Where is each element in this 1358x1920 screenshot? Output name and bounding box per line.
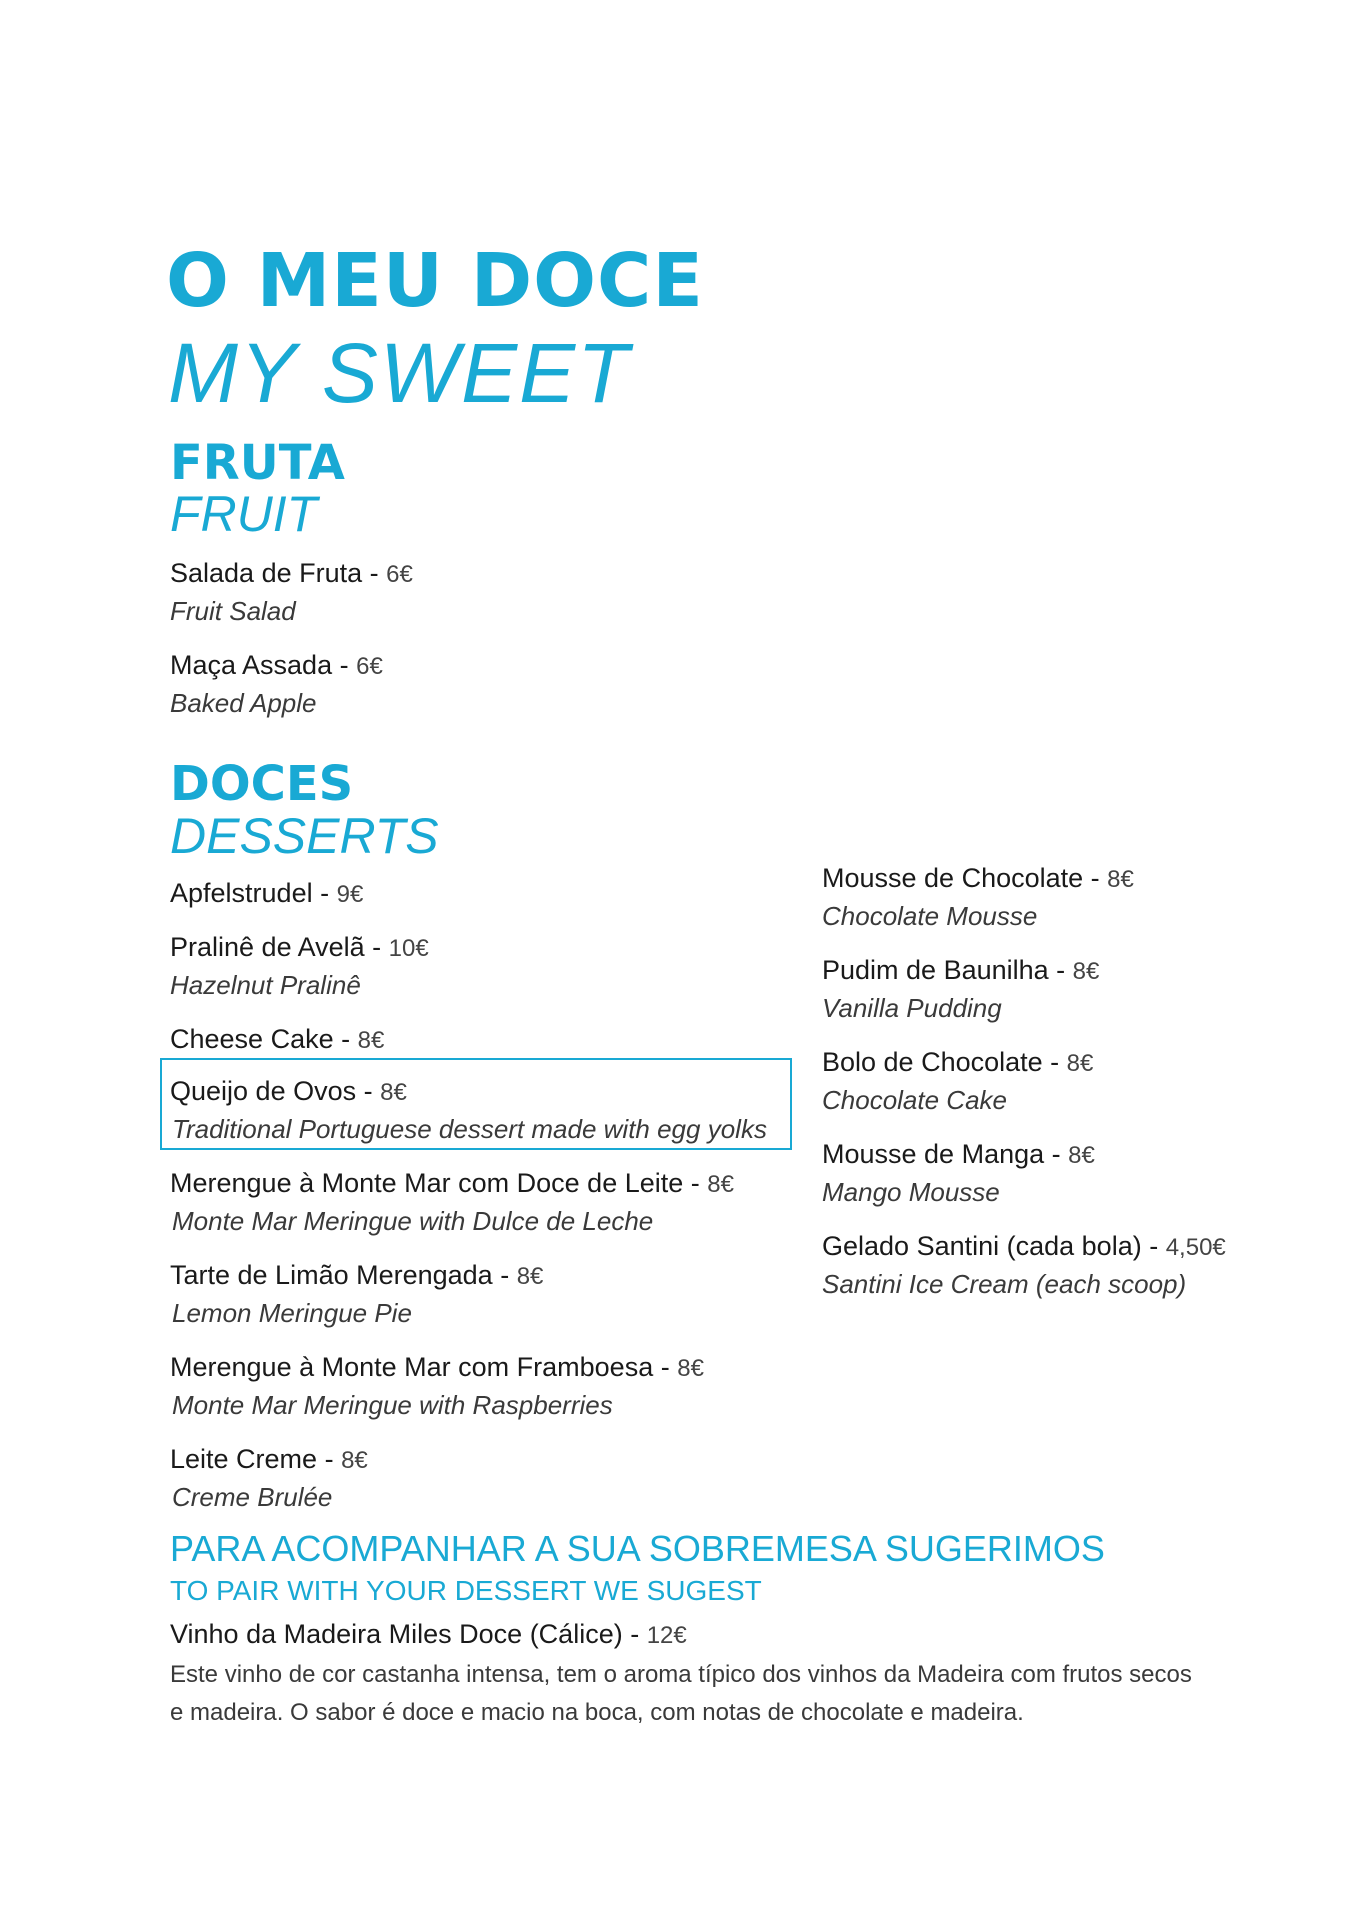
- page-title: O MEU DOCE: [166, 238, 704, 324]
- item-price: 8€: [1068, 1142, 1095, 1169]
- item-translation: Hazelnut Pralinê: [170, 970, 361, 1000]
- item-price: 8€: [1066, 1050, 1094, 1077]
- menu-item-mousse-de-chocolate: Mousse de Chocolate - 8€: [822, 863, 1134, 893]
- item-translation: Fruit Salad: [170, 596, 296, 626]
- item-translation: Lemon Meringue Pie: [172, 1298, 412, 1328]
- menu-item-salada-de-fruta: Salada de Fruta - 6€: [170, 558, 413, 588]
- item-price: 8€: [1107, 866, 1134, 893]
- item-name: Tarte de Limão Merengada: [170, 1260, 493, 1290]
- menu-item-pudim-de-baunilha: Pudim de Baunilha - 8€: [822, 955, 1100, 985]
- item-name: Cheese Cake: [170, 1024, 334, 1054]
- item-name: Queijo de Ovos: [170, 1076, 357, 1106]
- wine-name: Vinho da Madeira Miles Doce (Cálice): [170, 1619, 623, 1649]
- menu-item-merengue-doce-de-leite: Merengue à Monte Mar com Doce de Leite - 8€: [170, 1168, 734, 1198]
- item-name: Apfelstrudel: [170, 878, 313, 908]
- page-subtitle: [168, 325, 631, 421]
- item-name: Merengue à Monte Mar com Doce de Leite: [170, 1168, 684, 1198]
- item-price: 8€: [677, 1355, 704, 1382]
- item-translation: Traditional Portuguese dessert made with egg yolks: [172, 1114, 767, 1144]
- menu-item-leite-creme: Leite Creme - 8€: [170, 1444, 368, 1474]
- item-name: Salada de Fruta: [170, 558, 363, 588]
- menu-item-cheese-cake: Cheese Cake - 8€: [170, 1024, 385, 1054]
- item-name: Bolo de Chocolate: [822, 1047, 1043, 1077]
- menu-item-maca-assada: Maça Assada - 6€: [170, 650, 383, 680]
- item-price: 4,50€: [1165, 1234, 1226, 1261]
- menu-item-tarte-de-limao: Tarte de Limão Merengada - 8€: [170, 1260, 544, 1290]
- pairing-subtitle: TO PAIR WITH YOUR DESSERT WE SUGEST: [170, 1575, 762, 1606]
- fruit-section-title: FRUTA: [170, 435, 345, 491]
- menu-item-gelado-santini: Gelado Santini (cada bola) - 4,50€: [822, 1231, 1226, 1261]
- fruit-section-subtitle: FRUIT: [170, 486, 318, 542]
- item-translation: Vanilla Pudding: [822, 993, 1002, 1023]
- menu-item-merengue-framboesa: Merengue à Monte Mar com Framboesa - 8€: [170, 1352, 704, 1382]
- menu-item-mousse-de-manga: Mousse de Manga - 8€: [822, 1139, 1095, 1169]
- item-price: 10€: [388, 935, 429, 962]
- item-name: Mousse de Manga: [822, 1139, 1045, 1169]
- wine-description-line-1: Este vinho de cor castanha intensa, tem o aroma típico dos vinhos da Madeira com frutos secos: [170, 1661, 1192, 1688]
- item-price: 8€: [341, 1447, 368, 1474]
- item-name: Pralinê de Avelã: [170, 932, 365, 962]
- item-translation: Monte Mar Meringue with Raspberries: [172, 1390, 613, 1420]
- item-price: 8€: [707, 1171, 734, 1198]
- item-price: 6€: [386, 561, 413, 588]
- item-price: 8€: [357, 1027, 385, 1054]
- subtitle-light-word: MY: [168, 326, 297, 420]
- item-name: Leite Creme: [170, 1444, 318, 1474]
- item-price: 6€: [356, 653, 383, 680]
- item-translation: Santini Ice Cream (each scoop): [822, 1269, 1187, 1299]
- desserts-section-subtitle: DESSERTS: [170, 808, 439, 864]
- item-translation: Baked Apple: [170, 688, 317, 718]
- item-name: Maça Assada: [170, 650, 333, 680]
- wine-item: Vinho da Madeira Miles Doce (Cálice) - 12€: [170, 1619, 687, 1649]
- item-translation: Mango Mousse: [822, 1177, 1000, 1207]
- menu-item-queijo-de-ovos: Queijo de Ovos - 8€: [170, 1076, 407, 1106]
- item-price: 8€: [516, 1263, 544, 1290]
- pairing-title: PARA ACOMPANHAR A SUA SOBREMESA SUGERIMOS: [170, 1528, 1105, 1569]
- item-name: Mousse de Chocolate: [822, 863, 1084, 893]
- menu-item-apfelstrudel: Apfelstrudel - 9€: [170, 878, 364, 908]
- menu-item-bolo-de-chocolate: Bolo de Chocolate - 8€: [822, 1047, 1094, 1077]
- item-name: Merengue à Monte Mar com Framboesa: [170, 1352, 654, 1382]
- item-price: 8€: [1072, 958, 1100, 985]
- item-translation: Creme Brulée: [172, 1482, 333, 1512]
- item-translation: Monte Mar Meringue with Dulce de Leche: [172, 1206, 654, 1236]
- item-name: Pudim de Baunilha: [822, 955, 1049, 985]
- item-price: 9€: [336, 881, 364, 908]
- subtitle-bold-word: SWEET: [321, 326, 631, 420]
- item-translation: Chocolate Mousse: [822, 901, 1038, 931]
- item-name: Gelado Santini (cada bola): [822, 1231, 1142, 1261]
- menu-item-praline-de-avela: Pralinê de Avelã - 10€: [170, 932, 429, 962]
- item-translation: Chocolate Cake: [822, 1085, 1007, 1115]
- desserts-section-title: DOCES: [170, 756, 354, 812]
- item-price: 8€: [380, 1079, 407, 1106]
- wine-price: 12€: [646, 1622, 687, 1649]
- wine-description-line-2: e madeira. O sabor é doce e macio na boca, com notas de chocolate e madeira.: [170, 1699, 1024, 1726]
